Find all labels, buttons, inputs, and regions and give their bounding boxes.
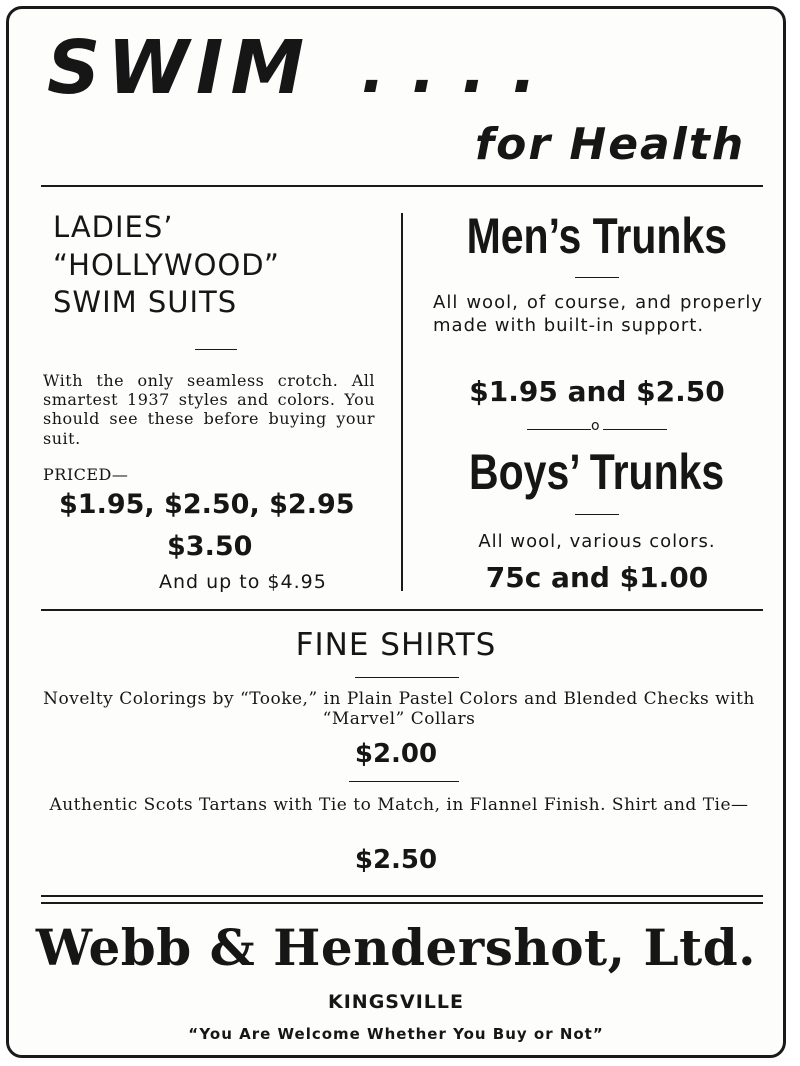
separator-rule-left — [527, 429, 591, 430]
headline-dots: .... — [361, 34, 563, 108]
shirts-title: FINE SHIRTS — [295, 627, 497, 663]
ladies-title-line-3: SWIM SUITS — [53, 285, 238, 320]
boys-short-rule — [575, 514, 619, 515]
boys-price: 75c and $1.00 — [485, 561, 709, 594]
ladies-priced-label: PRICED— — [43, 465, 129, 484]
separator-ornament: o — [591, 418, 600, 434]
store-town: KINGSVILLE — [328, 991, 464, 1013]
store-name: Webb & Hendershot, Ltd. — [35, 918, 757, 977]
separator-rule-right — [603, 429, 667, 430]
footer-divider-top — [41, 895, 763, 897]
boys-title: Boys’ Trunks — [469, 444, 725, 500]
shirts-item-1-price: $2.00 — [354, 739, 438, 769]
shirts-title-rule — [355, 677, 459, 678]
boys-description: All wool, various colors. — [478, 531, 716, 552]
middle-divider — [41, 609, 763, 611]
mens-short-rule — [575, 277, 619, 278]
headline-swim: SWIM — [47, 25, 312, 111]
ladies-and-up: And up to $4.95 — [159, 571, 327, 593]
ladies-title-line-2: “HOLLYWOOD” — [53, 247, 280, 282]
ladies-short-rule — [195, 349, 237, 350]
shirts-item-rule — [349, 781, 459, 782]
ladies-description: With the only seamless crotch. All smartest 1937 styles and colors. You should see these before buying your suit. — [43, 371, 375, 448]
mens-description: All wool, of course, and properly made with built-in support. — [433, 292, 763, 337]
ladies-prices-line-2: $3.50 — [167, 531, 253, 562]
shirts-item-2-text: Authentic Scots Tartans with Tie to Match, in Flannel Finish. Shirt and Tie— — [49, 795, 749, 815]
mens-price: $1.95 and $2.50 — [469, 375, 725, 408]
store-slogan: “You Are Welcome Whether You Buy or Not” — [188, 1025, 604, 1043]
top-divider — [41, 185, 763, 187]
column-divider — [401, 213, 403, 591]
ladies-prices-line-1: $1.95, $2.50, $2.95 — [59, 489, 355, 520]
ladies-title-line-1: LADIES’ — [53, 210, 174, 244]
shirts-item-1-text: Novelty Colorings by “Tooke,” in Plain Pastel Colors and Blended Checks with “Marvel” Collars — [43, 689, 755, 730]
mens-title: Men’s Trunks — [466, 208, 728, 264]
ladies-title — [53, 209, 383, 322]
shirts-item-2-price: $2.50 — [354, 845, 438, 875]
headline-subtitle: for Health — [475, 119, 746, 170]
footer-divider-bottom — [41, 902, 763, 904]
advertisement — [6, 6, 786, 1058]
